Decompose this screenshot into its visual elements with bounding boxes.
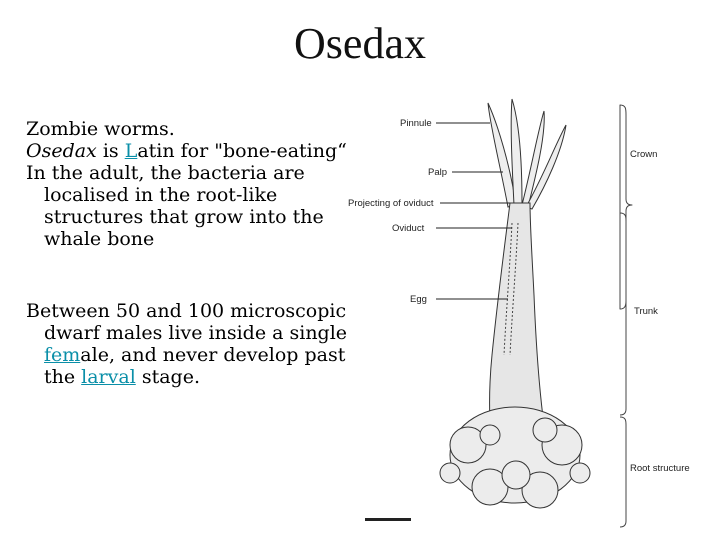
label-oviduct: Oviduct (392, 223, 425, 234)
osedax-italic: Osedax (26, 140, 97, 162)
label-crown: Crown (630, 149, 658, 160)
dwarf-text-c: stage. (135, 366, 200, 388)
label-palp: Palp (428, 167, 448, 178)
label-projecting-oviduct: Projecting of oviduct (348, 198, 434, 209)
dwarf-text-b: ale, and never develop past the (44, 344, 346, 388)
paragraph-zombie-worms: Zombie worms. (26, 118, 175, 140)
dwarf-text-a: Between 50 and 100 microscopic dwarf males live inside a single (26, 300, 348, 344)
larval-link[interactable]: larval (81, 366, 136, 388)
paragraph-latin (26, 140, 356, 162)
label-trunk: Trunk (634, 306, 658, 317)
label-pinnule: Pinnule (400, 118, 432, 129)
label-egg: Egg (410, 294, 427, 305)
latin-text-a: is (96, 140, 125, 162)
paragraph-dwarf-males (26, 300, 356, 388)
osedax-anatomy-figure (340, 95, 720, 535)
slide-body (26, 118, 356, 388)
paragraph-bacteria: In the adult, the bacteria are localised in the root-like structures that grow into the whale bone (26, 162, 324, 250)
latin-link[interactable]: L (124, 140, 138, 162)
latin-text-b: atin for "bone-eating“ (137, 140, 347, 162)
slide-title: Osedax (294, 19, 426, 68)
female-link[interactable]: fem (44, 344, 81, 366)
label-root-structure: Root structure (630, 463, 690, 474)
